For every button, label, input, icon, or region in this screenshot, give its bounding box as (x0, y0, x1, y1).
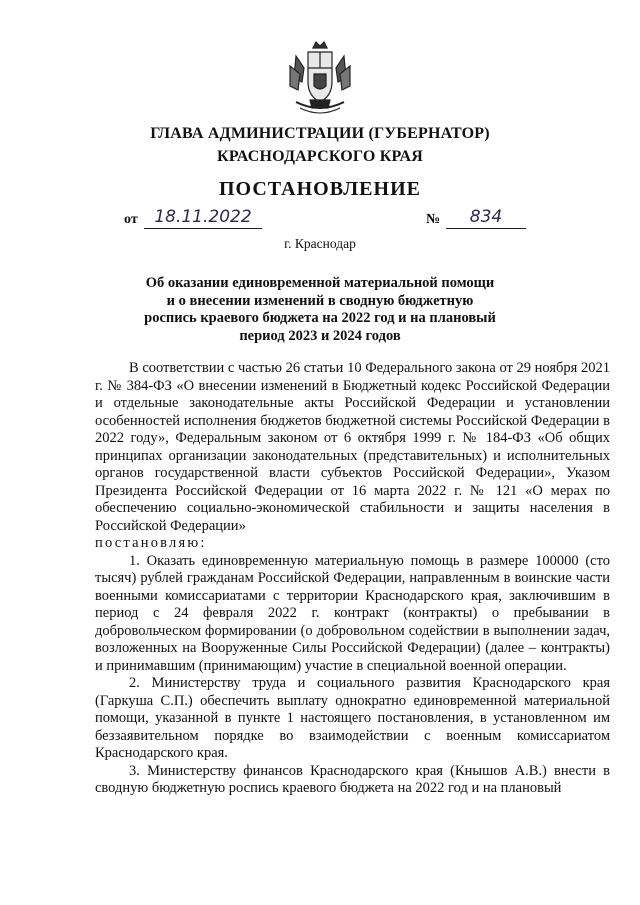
date-value: 18.11.2022 (144, 206, 262, 229)
number-value: 834 (446, 206, 526, 229)
krasnodar-coat-of-arms-icon (286, 38, 354, 116)
paragraph-item-1: 1. Оказать единовременную материальную помощь в размере 100000 (сто тысяч) рублей гражданам Российской Федерации, направленным в воинские части военными комиссариатами с территории Краснодарского края, заключившим в период с 24 февраля 2022 г. контракт (контракты) о пребывании в добровольческом формировании (о добровольном содействии в выполнении задач, возложенных на Вооруженные Силы Российской Федерации) (далее – контракты) и принимавшим (принимающим) участие в специальной военной операции. (95, 552, 610, 674)
preamble-paragraph: В соответствии с частью 26 статьи 10 Федерального закона от 29 ноября 2021 г. № 384-ФЗ «О внесении изменений в Бюджетный кодекс Российской Федерации и отдельные законодательные акты Российской Федерации и установлении особенностей исполнения бюджетов бюджетной системы Российской Федерации в 2022 году», Федеральным законом от 6 октября 1999 г. № 184-ФЗ «Об общих принципах организации законодательных (представительных) и исполнительных органов государственной власти субъектов Российской Федерации», Указом Президента Российской Федерации от 16 марта 2022 г. № 121 «О мерах по обеспечению социально-экономической стабильности и защиты населения в Российской Федерации» (95, 360, 610, 534)
title-line-1: Об оказании единовременной материальной помощи (145, 275, 495, 291)
authority-line-1: ГЛАВА АДМИНИСТРАЦИИ (ГУБЕРНАТОР) (150, 125, 490, 142)
date-number-line (124, 206, 544, 232)
decree-word: постановляю: (95, 535, 207, 551)
date-prefix: от (124, 212, 138, 227)
document-type: ПОСТАНОВЛЕНИЕ (219, 178, 421, 200)
authority-line-2: КРАСНОДАРСКОГО КРАЯ (217, 148, 423, 165)
number-prefix: № (426, 212, 441, 227)
issuing-authority (0, 122, 640, 168)
title-line-2: и о внесении изменений в сводную бюджетную (166, 292, 474, 309)
title-line-3: роспись краевого бюджета на 2022 год и на плановый (144, 310, 496, 326)
title-line-4: период 2023 и 2024 годов (239, 327, 401, 344)
document-body (95, 360, 610, 798)
city: г. Краснодар (284, 236, 356, 251)
paragraph-item-2: 2. Министерству труда и социального развития Краснодарского края (Гаркуша С.П.) обеспечить выплату однократно единовременной материальной помощи, указанной в пункте 1 настоящего постановления, в установленном им беззаявительном порядке во взаимодействии с военным комиссариатом Краснодарского края. (95, 675, 610, 761)
paragraph-item-3: 3. Министерству финансов Краснодарского края (Кнышов А.В.) внести в сводную бюджетную роспись краевого бюджета на 2022 год и на плановый (95, 762, 610, 796)
document-title (100, 275, 540, 345)
